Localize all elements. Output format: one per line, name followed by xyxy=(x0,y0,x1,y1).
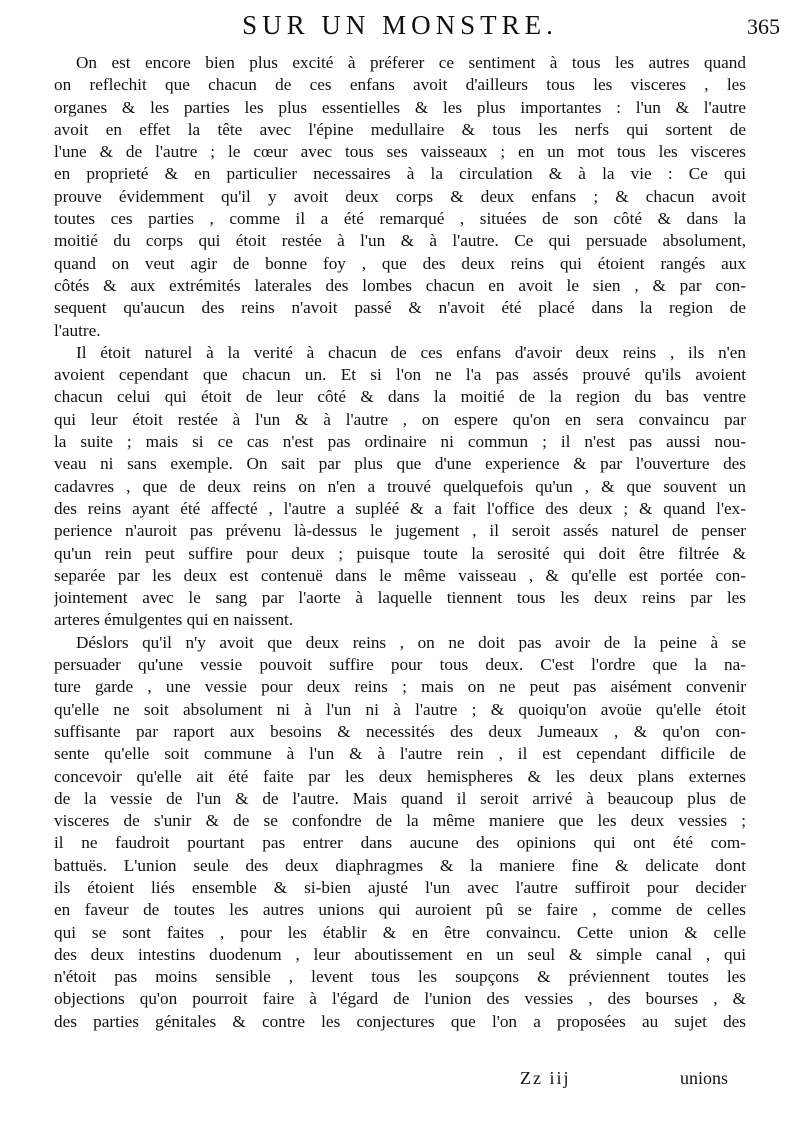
text-line: moitié du corps qui étoit restée à l'un & à l'autre. Ce qui persuade absolument, xyxy=(54,231,746,251)
paragraph xyxy=(54,52,746,342)
text-line: veau ni sans exemple. On sait par plus que d'une experience & par l'ouverture des xyxy=(54,454,746,474)
text-line: l'une & de l'autre ; le cœur avec tous ses vaisseaux ; en un mot tous les visceres xyxy=(54,142,746,162)
text-line: suffisante par raport aux besoins & necessités des deux Jumeaux , & qu'on con- xyxy=(54,721,746,741)
page-number: 365 xyxy=(747,14,780,39)
page-header xyxy=(0,10,800,50)
text-line: des deux intestins duodenum , leur aboutissement en un seul & simple canal , qui xyxy=(54,944,746,964)
page-footer xyxy=(0,1064,800,1094)
running-title: SUR UN MONSTRE. xyxy=(242,10,558,40)
text-line: perience n'auroit pas prévenu là-dessus le jugement , il seroit assés naturel de penser xyxy=(54,521,746,541)
text-line: separée par les deux est contenuë dans le même vaisseau , & qu'elle est portée con- xyxy=(54,565,746,585)
text-line: arteres émulgentes qui en naissent. xyxy=(54,610,294,630)
text-line: l'autre. xyxy=(54,320,101,340)
catchword: unions xyxy=(680,1068,729,1088)
text-line: il ne faudroit pourtant pas entrer dans aucune des opinions qui ont été com- xyxy=(54,833,746,853)
text-line: sente qu'elle soit commune à l'un & à l'autre rein , il est cependant difficile de xyxy=(54,744,746,764)
text-line: ils étoient liés ensemble & si-bien ajusté l'un avec l'autre suffiroit pour decider xyxy=(54,877,746,897)
text-line: sequent qu'aucun des reins n'avoit passé & n'avoit été placé dans la region de xyxy=(54,298,746,318)
text-line: objections qu'on pourroit faire à l'égard de l'union des vessies , des bourses , & xyxy=(54,989,746,1009)
text-line: côtés & aux extrémités laterales des lombes chacun en avoit le sien , & par con- xyxy=(54,275,746,295)
paragraph xyxy=(54,632,746,1033)
text-line: avoient cependant que chacun un. Et si l'on ne l'a pas assés prouvé qu'ils avoient xyxy=(54,365,746,385)
text-line: de la vessie de l'un & de l'autre. Mais quand il seroit arrivé à beaucoup plus de xyxy=(54,788,746,808)
text-line: cadavres , que de deux reins on n'en a trouvé quelquefois qu'un , & que souvent un xyxy=(54,476,746,496)
text-line: battuës. L'union seule des deux diaphragmes & la maniere fine & delicate dont xyxy=(54,855,746,875)
text-line: en proprieté & en particulier necessaires à la circulation & à la vie : Ce qui xyxy=(54,164,746,184)
text-line: chacun celui qui étoit de leur côté & dans la moitié de la region du bas ventre xyxy=(54,387,746,407)
text-line: toutes ces parties , comme il a été remarqué , situées de son côté & dans la xyxy=(54,209,746,229)
text-line: concevoir qu'elle ait été faite par les deux hemispheres & les deux plans externes xyxy=(54,766,746,786)
text-line: on reflechit que chacun de ces enfans avoit d'ailleurs tous les visceres , les xyxy=(54,75,746,95)
paragraph xyxy=(54,342,746,632)
text-line: en faveur de toutes les autres unions qui auroient pû se faire , comme de celles xyxy=(54,900,746,920)
text-line: persuader qu'une vessie pouvoit suffire pour tous deux. C'est l'ordre que la na- xyxy=(54,655,746,675)
text-line: On est encore bien plus excité à préferer ce sentiment à tous les autres quand xyxy=(76,53,746,72)
text-line: qu'un rein peut suffire pour deux ; puisque toute la serosité qui doit être filtrée & xyxy=(54,543,746,563)
text-line: avoit en effet la tête avec l'épine medullaire & tous les nerfs qui sortent de xyxy=(54,119,746,139)
text-line: ture garde , une vessie pour deux reins ; mais on ne peut pas aisément convenir xyxy=(54,677,746,697)
text-line: quand on veut agir de bonne foy , que des deux reins qui étoient rangés aux xyxy=(54,253,746,273)
text-line: n'étoit pas moins sensible , levent tous les soupçons & préviennent toutes les xyxy=(54,967,746,987)
text-line: qu'elle ne soit absolument ni à l'un ni à l'autre ; & quoiqu'on avoüe qu'elle étoit xyxy=(54,699,746,719)
text-line: visceres de s'unir & de se confondre de la même maniere que les deux vessies ; xyxy=(54,811,746,831)
text-line: qui leur étoit restée à l'un & à l'autre , on espere qu'on en sera convaincu par xyxy=(54,409,746,429)
text-line: qui se sont faites , pour les établir & en être convaincu. Cette union & celle xyxy=(54,922,746,942)
text-line: la suite ; mais si ce cas n'est pas ordinaire ni commun ; il n'est pas aussi nou- xyxy=(54,432,746,452)
text-line: prouve évidemment qu'il y avoit deux corps & deux enfans ; & chacun avoit xyxy=(54,186,746,206)
text-line: des parties génitales & contre les conjectures que l'on a proposées au sujet des xyxy=(54,1011,746,1031)
text-line: organes & les parties les plus essentielles & les plus importantes : l'un & l'autre xyxy=(54,97,746,117)
text-line: Déslors qu'il n'y avoit que deux reins , on ne doit pas avoir de la peine à se xyxy=(76,632,746,652)
text-line: Il étoit naturel à la verité à chacun de ces enfans d'avoir deux reins , ils n'en xyxy=(76,342,746,362)
text-line: jointement avec le sang par l'aorte à laquelle tiennent tous les deux reins par les xyxy=(54,588,746,608)
text-line: des reins ayant été affecté , l'autre a supléé & a fait l'office des deux ; & quand l'ex- xyxy=(54,498,746,518)
signature-mark: Zz iij xyxy=(520,1068,571,1088)
body-text xyxy=(54,52,746,1033)
